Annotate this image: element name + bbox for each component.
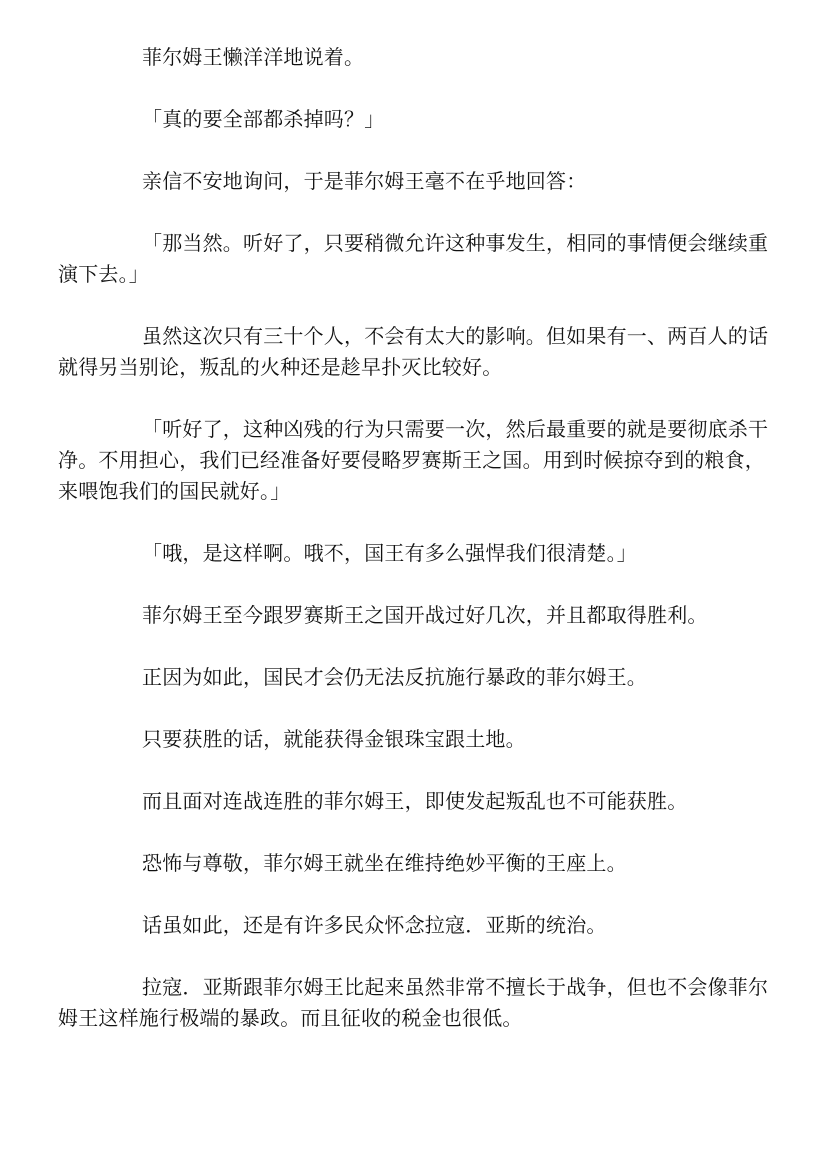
paragraph: 虽然这次只有三十个人，不会有太大的影响。但如果有一、两百人的话就得另当别论，叛乱的火种还是趁早扑灭比较好。	[58, 324, 769, 379]
paragraph: 菲尔姆王至今跟罗赛斯王之国开战过好几次，并且都取得胜利。	[142, 603, 708, 627]
paragraph: 恐怖与尊敬，菲尔姆王就坐在维持绝妙平衡的王座上。	[142, 851, 627, 875]
paragraph: 只要获胜的话，就能获得金银珠宝跟土地。	[142, 727, 526, 751]
paragraph: 「哦，是这样啊。哦不，国王有多么强悍我们很清楚。」	[142, 541, 637, 565]
paragraph: 话虽如此，还是有许多民众怀念拉寇．亚斯的统治。	[142, 913, 607, 937]
paragraph: 「听好了，这种凶残的行为只需要一次，然后最重要的就是要彻底杀干净。不用担心，我们已经准备好要侵略罗赛斯王之国。用到时候掠夺到的粮食，来喂饱我们的国民就好。」	[58, 417, 769, 503]
paragraph: 「那当然。听好了，只要稍微允许这种事发生，相同的事情便会继续重演下去。」	[58, 231, 769, 286]
paragraph: 「真的要全部都杀掉吗？」	[142, 107, 385, 131]
paragraph: 正因为如此，国民才会仍无法反抗施行暴政的菲尔姆王。	[142, 665, 647, 689]
paragraph: 拉寇．亚斯跟菲尔姆王比起来虽然非常不擅长于战争，但也不会像菲尔姆王这样施行极端的暴政。而且征收的税金也很低。	[58, 975, 769, 1030]
paragraph: 亲信不安地询问，于是菲尔姆王毫不在乎地回答：	[142, 169, 587, 193]
paragraph: 而且面对连战连胜的菲尔姆王，即使发起叛乱也不可能获胜。	[142, 789, 688, 813]
paragraph: 菲尔姆王懒洋洋地说着。	[142, 45, 365, 69]
